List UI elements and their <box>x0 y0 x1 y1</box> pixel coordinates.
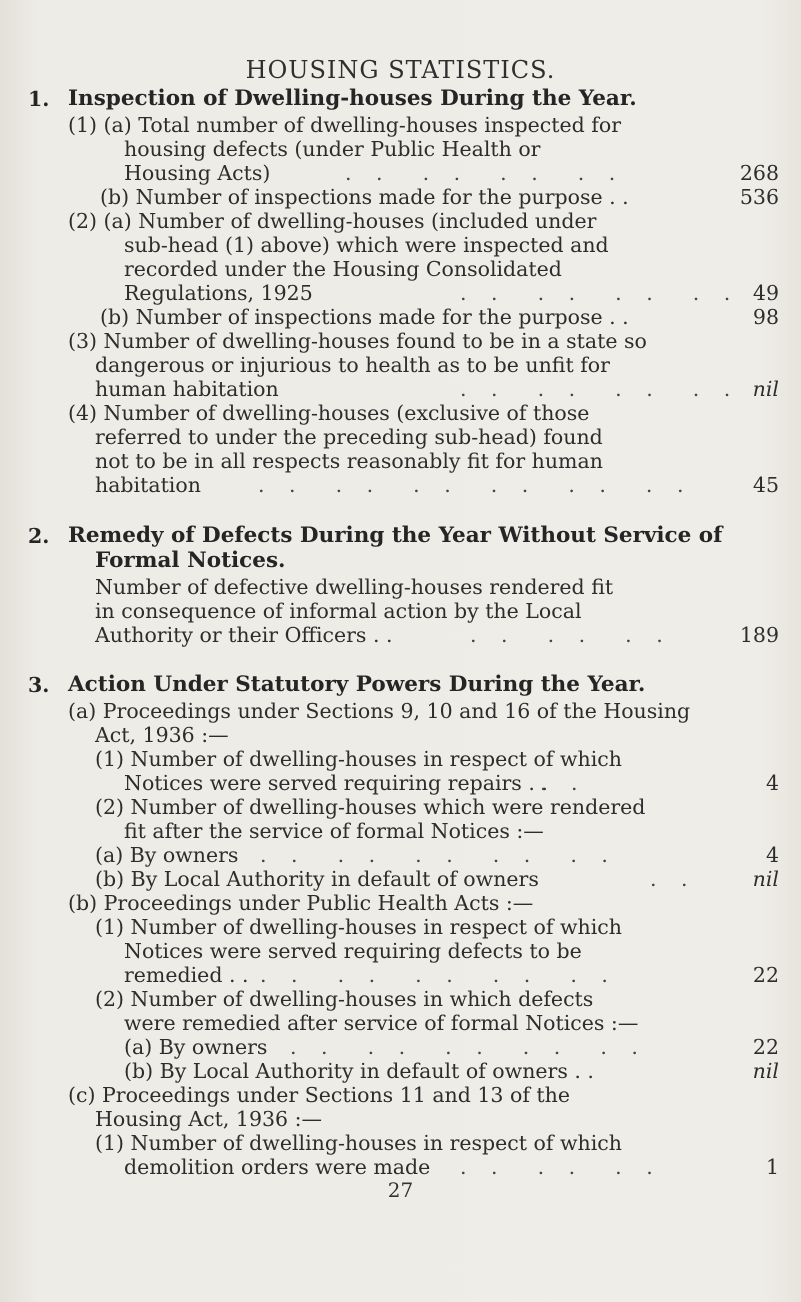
s2-line-3: Authority or their Officers . . <box>95 623 393 647</box>
section-2-number: 2. <box>28 524 50 548</box>
section-3-number: 3. <box>28 673 50 697</box>
s3-line-6: fit after the service of formal Notices :— <box>124 819 544 843</box>
value-3-a2a: 4 <box>765 843 779 867</box>
s1-line-16: habitation <box>95 473 201 497</box>
s3-line-9: (b) Proceedings under Public Health Acts :— <box>68 891 534 915</box>
s1-line-4: (b) Number of inspections made for the purpose . . <box>100 185 629 209</box>
s1-line-8: Regulations, 1925 <box>124 281 313 305</box>
value-3-a1: 4 <box>765 771 779 795</box>
leader-dots: . . . . . . <box>460 1155 662 1179</box>
leader-dots: . . . . . . . . <box>460 377 740 401</box>
s1-line-1: (1) (a) Total number of dwelling-houses inspected for <box>68 113 622 137</box>
section-1-number: 1. <box>28 87 50 111</box>
leader-dots: . . . . . . . . . . <box>290 1035 647 1059</box>
s3-line-5: (2) Number of dwelling-houses which were rendered <box>95 795 646 819</box>
s3-line-14: were remedied after service of formal Notices :— <box>124 1011 639 1035</box>
value-3-a2b: nil <box>752 867 779 891</box>
section-1-heading: Inspection of Dwelling-houses During the Year. <box>68 86 637 111</box>
s1-line-15: not to be in all respects reasonably fit for human <box>95 449 603 473</box>
s3-line-17: (c) Proceedings under Sections 11 and 13 of the <box>68 1083 571 1107</box>
s1-line-11: dangerous or injurious to health as to be unfit for <box>95 353 610 377</box>
value-3-b2a: 22 <box>752 1035 779 1059</box>
s1-line-14: referred to under the preceding sub-head) found <box>95 425 603 449</box>
s1-line-13: (4) Number of dwelling-houses (exclusive of those <box>68 401 590 425</box>
value-3-b2b: nil <box>752 1059 779 1083</box>
value-1-2b: 98 <box>752 305 779 329</box>
s3-line-16: (b) By Local Authority in default of owners . . <box>124 1059 594 1083</box>
s3-line-2: Act, 1936 :— <box>95 723 229 747</box>
s3-line-20: demolition orders were made <box>124 1155 431 1179</box>
s3-line-8: (b) By Local Authority in default of owners <box>95 867 539 891</box>
value-3-c1: 1 <box>765 1155 779 1179</box>
value-1-1a: 268 <box>739 161 779 185</box>
page-title: HOUSING STATISTICS. <box>245 56 556 84</box>
leader-dots: . . <box>650 867 697 891</box>
value-1-4: 45 <box>752 473 779 497</box>
value-1-2a: 49 <box>752 281 779 305</box>
s1-line-6: sub-head (1) above) which were inspected and <box>124 233 609 257</box>
s3-line-19: (1) Number of dwelling-houses in respect of which <box>95 1131 622 1155</box>
s3-line-7: (a) By owners <box>95 843 239 867</box>
s3-line-18: Housing Act, 1936 :— <box>95 1107 322 1131</box>
leader-dots: . . . . . . . . . . . . <box>258 473 693 497</box>
s3-line-10: (1) Number of dwelling-houses in respect of which <box>95 915 622 939</box>
s1-line-10: (3) Number of dwelling-houses found to be in a state so <box>68 329 647 353</box>
value-1-1b: 536 <box>739 185 779 209</box>
leader-dots: . . . . . . . . . . <box>260 843 617 867</box>
value-3-b1: 22 <box>752 963 779 987</box>
section-3-heading: Action Under Statutory Powers During the Year. <box>68 672 646 697</box>
s3-line-13: (2) Number of dwelling-houses in which defects <box>95 987 594 1011</box>
s3-line-1: (a) Proceedings under Sections 9, 10 and 16 of the Housing <box>68 699 691 723</box>
leader-dots: . . . . . . . . <box>345 161 625 185</box>
s3-line-4: Notices were served requiring repairs . . <box>124 771 548 795</box>
s2-line-2: in consequence of informal action by the Local <box>95 599 582 623</box>
leader-dots: . . . . . . . . . . <box>260 963 617 987</box>
value-2: 189 <box>739 623 779 647</box>
s3-line-12: remedied . . <box>124 963 249 987</box>
section-2-heading-1: Remedy of Defects During the Year Without Service of <box>68 523 723 548</box>
s3-line-15: (a) By owners <box>124 1035 268 1059</box>
s2-line-1: Number of defective dwelling-houses rendered fit <box>95 575 614 599</box>
s1-line-5: (2) (a) Number of dwelling-houses (included under <box>68 209 597 233</box>
section-2-heading-2: Formal Notices. <box>95 548 286 573</box>
s1-line-9: (b) Number of inspections made for the purpose . . <box>100 305 629 329</box>
s3-line-11: Notices were served requiring defects to be <box>124 939 582 963</box>
page-number: 27 <box>387 1178 414 1202</box>
s1-line-3: Housing Acts) <box>124 161 271 185</box>
leader-dots: . . . . . . <box>470 623 672 647</box>
s1-line-12: human habitation <box>95 377 279 401</box>
s1-line-2: housing defects (under Public Health or <box>124 137 541 161</box>
value-1-3: nil <box>752 377 779 401</box>
leader-dots: . . <box>540 771 587 795</box>
s1-line-7: recorded under the Housing Consolidated <box>124 257 562 281</box>
leader-dots: . . . . . . . . <box>460 281 740 305</box>
s3-line-3: (1) Number of dwelling-houses in respect of which <box>95 747 622 771</box>
